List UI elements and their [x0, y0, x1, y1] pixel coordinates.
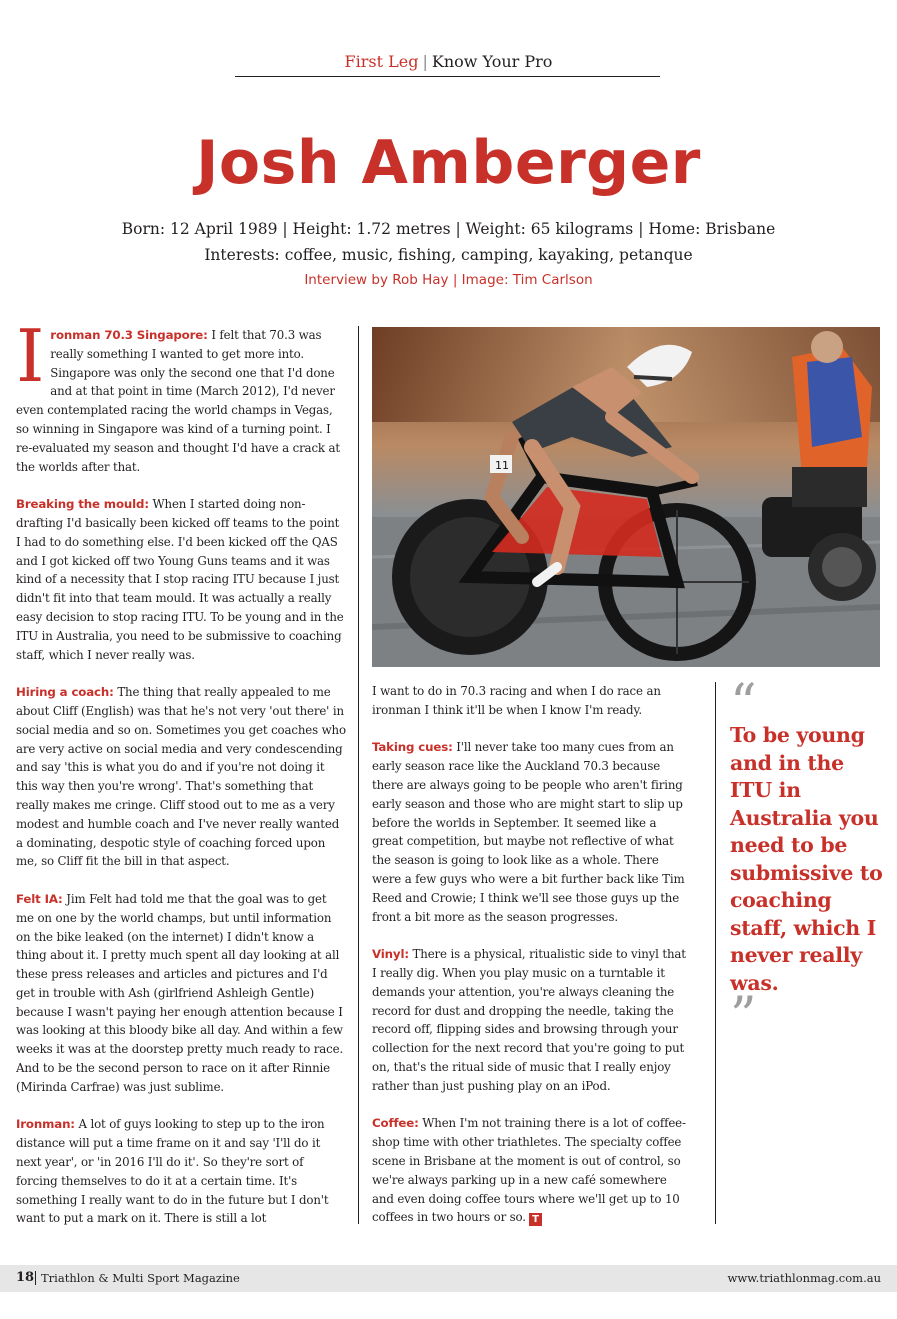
- drop-cap: I: [16, 314, 45, 398]
- paragraph-lead: Ironman:: [16, 1117, 75, 1132]
- paragraph-text: Jim Felt had told me that the goal was to get me on one by the world champs, but until information on the bike leaked (on the internet) I didn't know a thing about it. I pretty much spent all day looking at all these press releases and articles and pictures and I'd get in trouble with Ash (girlfriend Ashleigh Gentle) because I wasn't paying her enough attention because I was looking at this bloody bike all day. And within a few weeks it was at the doorstep pretty much ready to race. And to be the second person to race on it after Rinnie (Mirinda Carfrae) was just sublime.: [16, 891, 344, 1094]
- stats-line-2: [0, 242, 897, 268]
- open-quote-icon: “: [730, 674, 757, 734]
- article-paragraph: [16, 495, 346, 664]
- athlete-photo: [372, 327, 880, 667]
- section-label: First Leg: [344, 52, 419, 71]
- pull-quote-text: To be young and in the ITU in Australia you need to be submissive to coaching staff, which I never really was.: [730, 723, 883, 995]
- paragraph-lead: Felt IA:: [16, 891, 63, 906]
- paragraph-lead: Coffee:: [372, 1116, 419, 1131]
- headline: Josh Amberger: [196, 128, 701, 198]
- paragraph-text: I'll never take too many cues from an early season race like the Auckland 70.3 because there are always going to be people who aren't firing early season and those who are might start to slip up before the worlds in September. It seemed like a great competition, but maybe not reflective of what the season is going to look like as a whole. There were a few guys who were a bit further back like Tim Reed and Crowie; I think we'll see those guys up the front a bit more as the season progresses.: [372, 740, 685, 924]
- weight-label: Weight:: [465, 220, 526, 238]
- article-paragraph: [16, 1115, 346, 1228]
- paragraph-lead: Breaking the mould:: [16, 497, 149, 512]
- article-column-2: [372, 682, 690, 1246]
- race-number: 11: [495, 459, 509, 472]
- article-paragraph: [372, 945, 690, 1095]
- article-paragraph: [372, 1114, 690, 1227]
- paragraph-text: There is a physical, ritualistic side to vinyl that I really dig. When you play music on a turntable it demands your attention, you're always cleaning the record for dust and dropping the needle, taking the record off, flipping sides and browsing through your collection for the next record that you're going to put on, that's the ritual side of music that I really enjoy rather than just pushing play on an iPod.: [372, 947, 686, 1093]
- paragraph-text: The thing that really appealed to me about Cliff (English) was that he's not very 'out there' in social media and so on. Sometimes you get coaches who are very active on social media and very condescending and say 'this is what you do and if you're not doing it this way then you're wrong'. That's something that really makes me cringe. Cliff stood out to me as a very modest and humble coach and I've never really wanted a dominating, despotic style of coaching forced upon me, so Cliff fit the bill in that aspect.: [16, 685, 346, 869]
- height-label: Height:: [292, 220, 352, 238]
- stats-line-1: Born: 12 April 1989 | Height: 1.72 metres | Weight: 65 kilograms | Home: Brisbane: [121, 220, 776, 238]
- paragraph-text: When I started doing non-drafting I'd basically been kicked off teams to the point I had to do something else. I'd been kicked off the QAS and I got kicked off two Young Guns teams and it was kind of a necessity that I stop racing ITU because I just didn't fit into that team mould. It was actually a really easy decision to stop racing ITU. To be young and in the ITU in Australia, you need to be submissive to coaching staff, which I never really was.: [16, 497, 344, 662]
- weight-value: 65 kilograms: [530, 220, 634, 238]
- article-paragraph: [372, 738, 690, 926]
- close-quote-icon: ”: [730, 987, 757, 1047]
- magazine-url[interactable]: www.triathlonmag.com.au: [727, 1271, 881, 1285]
- section-header: [0, 52, 897, 71]
- paragraph-lead: Taking cues:: [372, 740, 453, 755]
- paragraph-text: When I'm not training there is a lot of coffee-shop time with other triathletes. The specialty coffee scene in Brisbane at the moment is out of control, so we're always parking up in a new café somewhere and even doing coffee tours where we'll get up to 10 coffees in two hours or so.: [372, 1116, 686, 1225]
- page-number: 18: [16, 1270, 35, 1285]
- born-label: Born:: [121, 220, 166, 238]
- credits: Interview by Rob Hay | Image: Tim Carlson: [304, 272, 593, 288]
- paragraph-lead: ronman 70.3 Singapore:: [50, 328, 208, 342]
- paragraph-lead: Hiring a coach:: [16, 685, 114, 700]
- paragraph-text: I felt that 70.3 was really something I wanted to get more into. Singapore was only the second one that I'd done and at that point in time (March 2012), I'd never even contemplated racing the world champs in Vegas, so winning in Singapore was kind of a turning point. I re-evaluated my season and thought I'd have a crack at the worlds after that.: [16, 328, 340, 474]
- header-separator: |: [422, 52, 428, 71]
- column-divider: [715, 682, 716, 1224]
- header-rule: [235, 76, 660, 77]
- article-column-1: [16, 314, 346, 1247]
- article-paragraph: [16, 314, 346, 476]
- pull-quote: [730, 674, 890, 1047]
- article-paragraph: [16, 890, 346, 1097]
- athlete-photo-illustration: [372, 327, 880, 667]
- home-label: Home:: [648, 220, 701, 238]
- page-footer: [0, 1265, 897, 1292]
- athlete-stats: [0, 216, 897, 268]
- end-mark-icon: T: [529, 1213, 542, 1226]
- interests-label: Interests:: [204, 246, 280, 264]
- subsection-label: Know Your Pro: [431, 52, 553, 71]
- magazine-title: Triathlon & Multi Sport Magazine: [41, 1271, 240, 1285]
- article-paragraph: I want to do in 70.3 racing and when I do race an ironman I think it'll be when I know I'm ready.: [372, 684, 661, 717]
- born-value: 12 April 1989: [170, 220, 278, 238]
- paragraph-lead: Vinyl:: [372, 947, 409, 962]
- paragraph-text: A lot of guys looking to step up to the iron distance will put a time frame on it and say 'I'll do it next year', or 'in 2016 I'll do it'. So they're sort of forcing themselves to do it at a certain time. It's something I really want to do in the future but I don't want to put a mark on it. There is still a lot: [16, 1117, 329, 1226]
- footer-separator: [35, 1271, 36, 1285]
- column-divider: [358, 326, 359, 1224]
- home-value: Brisbane: [705, 220, 776, 238]
- article-paragraph: [16, 683, 346, 871]
- interests-value: coffee, music, fishing, camping, kayaking, petanque: [284, 246, 693, 264]
- height-value: 1.72 metres: [356, 220, 451, 238]
